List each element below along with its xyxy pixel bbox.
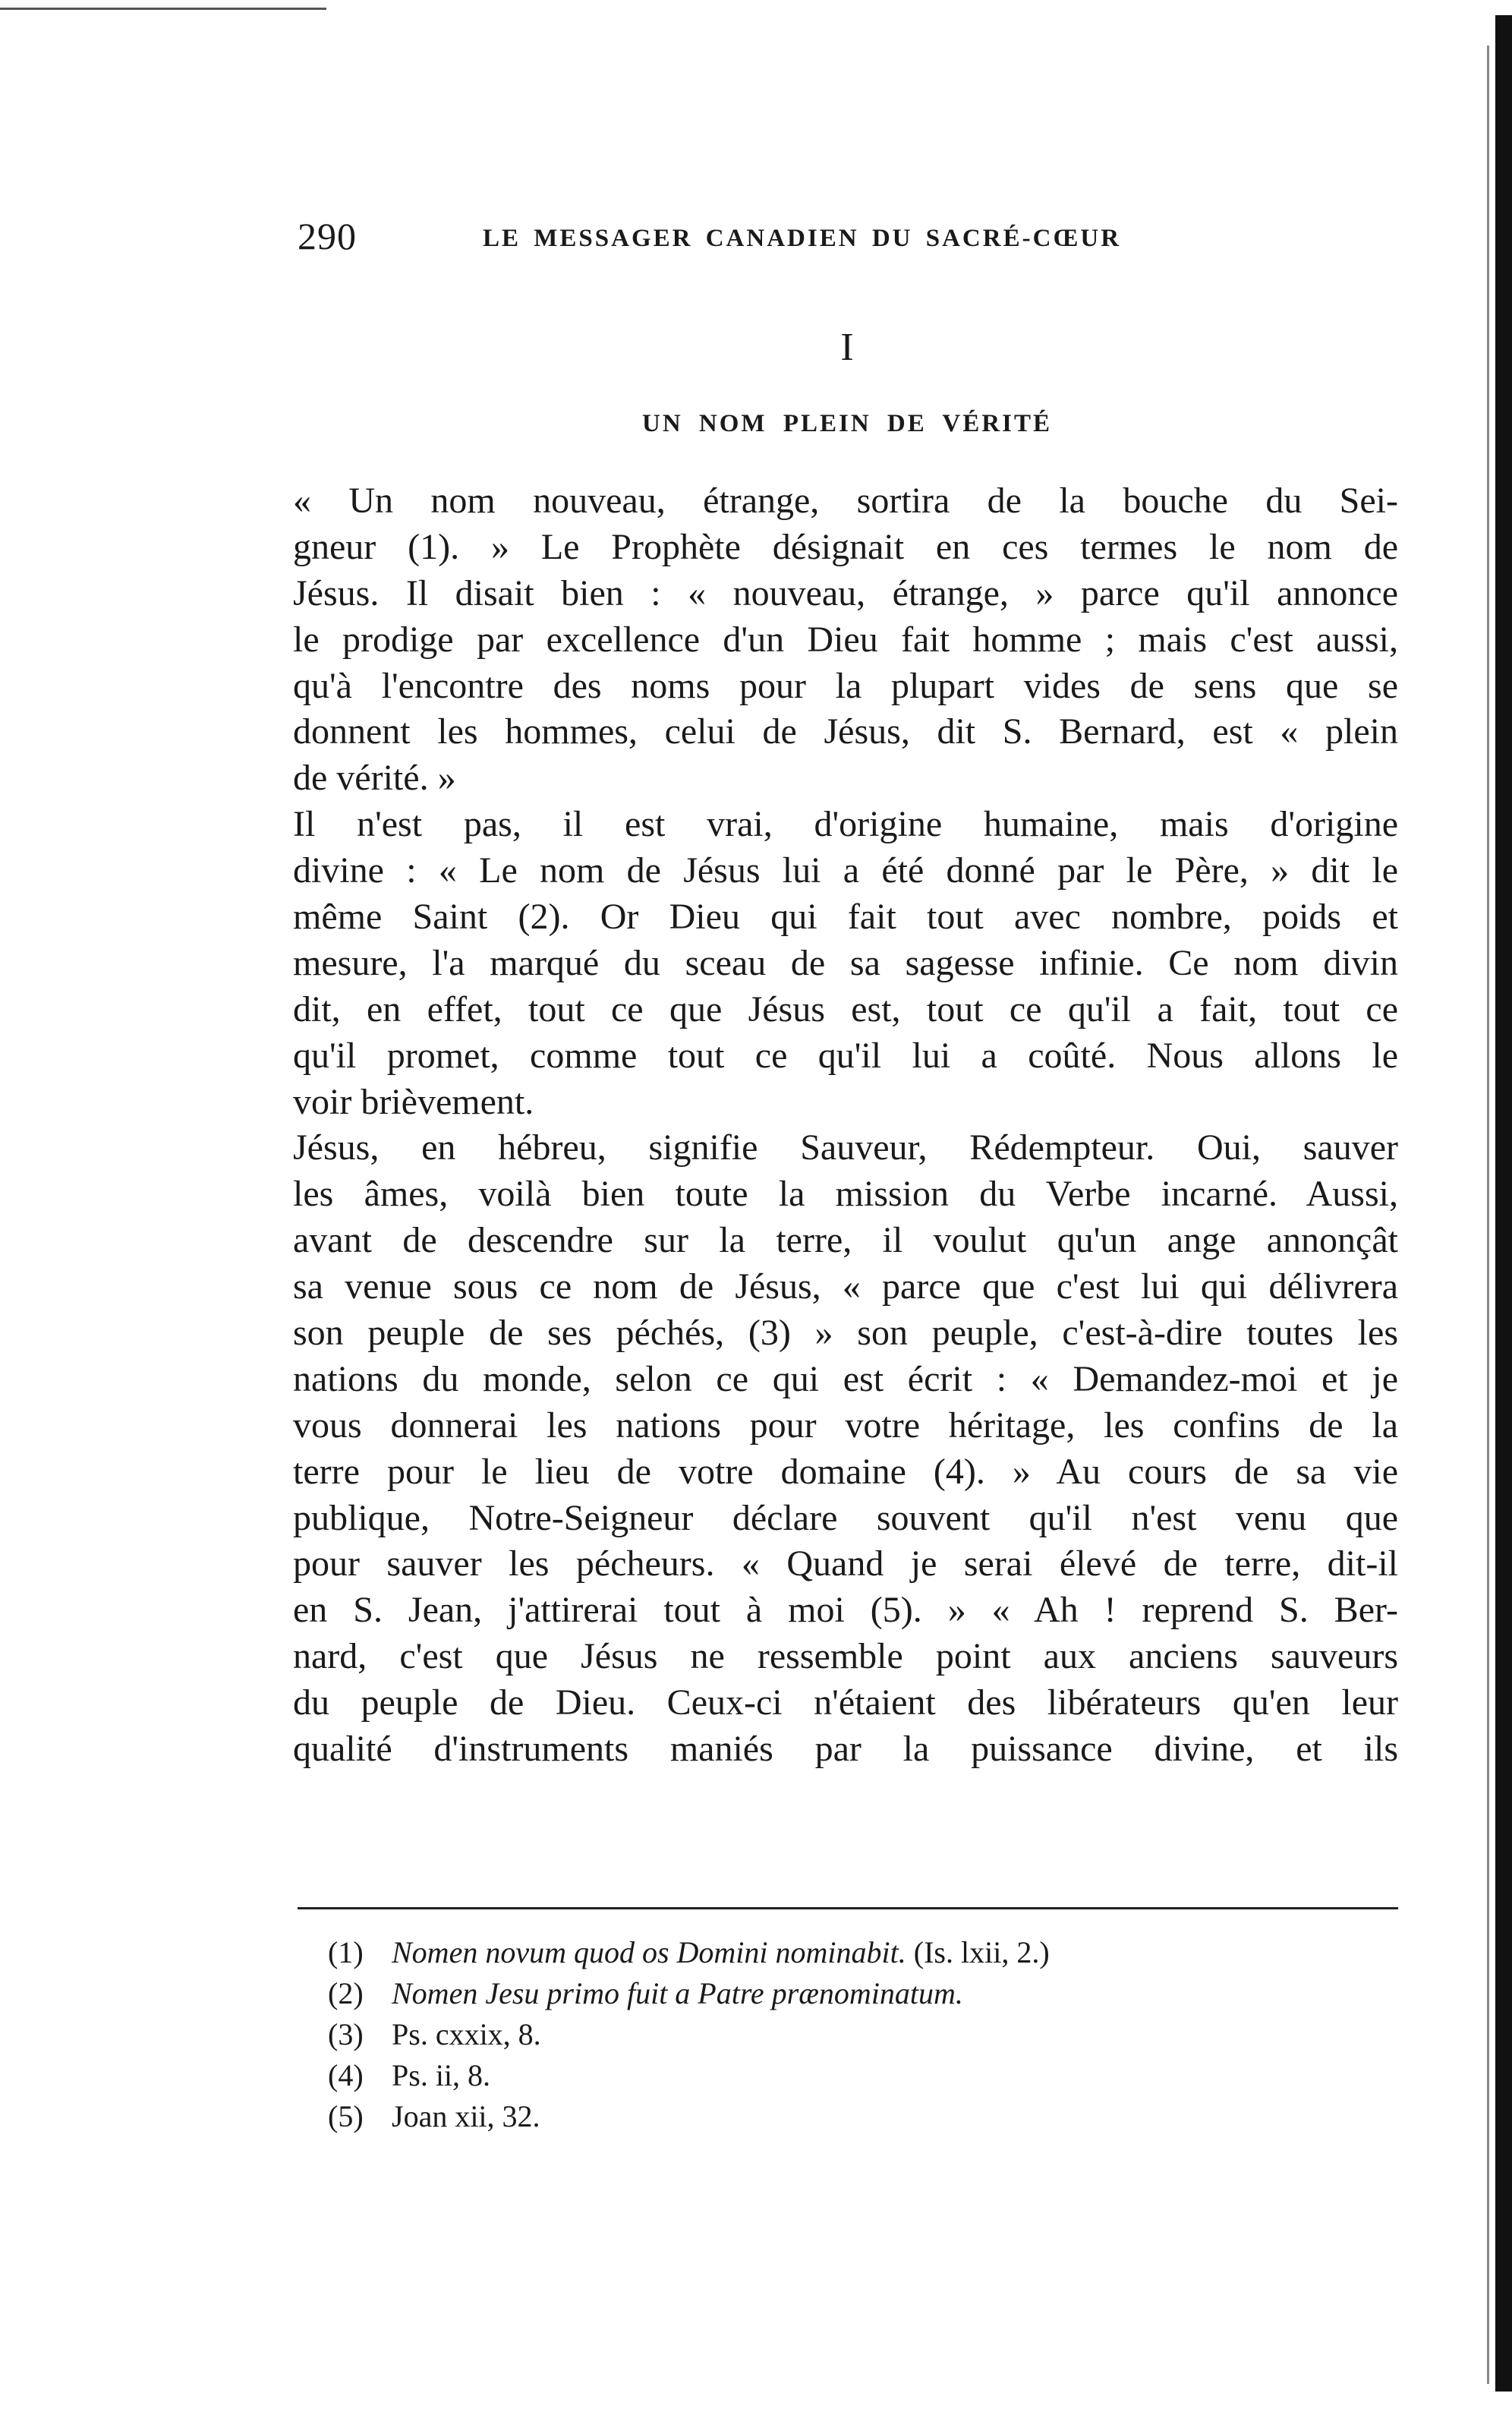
footnote-number: (4) (328, 2058, 364, 2092)
body-line: qu'à l'encontre des noms pour la plupart vides de sens que se (293, 665, 1398, 706)
footnote-text: (Is. lxii, 2.) (906, 1935, 1050, 1969)
body-line: sa venue sous ce nom de Jésus, « parce que c'est lui qui délivrera (293, 1266, 1398, 1307)
body-line: les âmes, voilà bien toute la mission du Verbe incarné. Aussi, (293, 1174, 1398, 1215)
body-text (293, 478, 1398, 1773)
body-line: Il n'est pas, il est vrai, d'origine humaine, mais d'origine (293, 804, 1398, 845)
footnote-italic: Nomen Jesu primo fuit a Patre prænominatum. (392, 1976, 963, 2010)
body-line: Jésus, en hébreu, signifie Sauveur, Rédempteur. Oui, sauver (293, 1127, 1398, 1168)
footnote-text: Joan xii, 32. (392, 2099, 540, 2133)
section-numeral: I (840, 326, 854, 369)
body-line: nations du monde, selon ce qui est écrit : « Demandez-moi et je (293, 1358, 1398, 1399)
body-line: qu'il promet, comme tout ce qu'il lui a coûté. Nous allons le (293, 1035, 1398, 1076)
page-number: 290 (298, 215, 357, 257)
body-line: dit, en effet, tout ce que Jésus est, tout ce qu'il a fait, tout ce (293, 988, 1398, 1029)
body-line: en S. Jean, j'attirerai tout à moi (5). » « Ah ! reprend S. Ber- (293, 1590, 1398, 1631)
body-line: de vérité. » (293, 758, 456, 799)
body-line: mesure, l'a marqué du sceau de sa sagesse infinie. Ce nom divin (293, 942, 1398, 983)
footnote-rule (298, 1907, 1398, 1909)
body-line: donnent les hommes, celui de Jésus, dit S. Bernard, est « plein (293, 711, 1398, 752)
footnotes (328, 1932, 1315, 2137)
body-line: son peuple de ses péchés, (3) » son peuple, c'est-à-dire toutes les (293, 1313, 1398, 1354)
body-line: même Saint (2). Or Dieu qui fait tout avec nombre, poids et (293, 897, 1398, 938)
scan-right-edge (1495, 15, 1512, 2392)
footnote (328, 1932, 1315, 1973)
scan-right-edge-line (1487, 46, 1489, 2384)
body-line: nard, c'est que Jésus ne ressemble point aux anciens sauveurs (293, 1636, 1398, 1677)
body-line: voir brièvement. (293, 1081, 534, 1122)
footnote (328, 2096, 1315, 2137)
body-line: pour sauver les pécheurs. « Quand je serai élevé de terre, dit-il (293, 1543, 1398, 1584)
footnote-text: Ps. ii, 8. (392, 2058, 491, 2092)
footnote (328, 2014, 1315, 2055)
section-title: UN NOM PLEIN DE VÉRITÉ (642, 410, 1052, 437)
body-line: publique, Notre-Seigneur déclare souvent qu'il n'est venu que (293, 1497, 1398, 1538)
footnote (328, 2055, 1315, 2096)
body-line: vous donnerai les nations pour votre héritage, les confins de la (293, 1405, 1398, 1446)
scan-top-rule (0, 8, 326, 10)
footnote (328, 1973, 1315, 2014)
footnote-number: (5) (328, 2099, 364, 2133)
footnote-number: (1) (328, 1935, 364, 1969)
page-header (298, 214, 1398, 267)
body-line: le prodige par excellence d'un Dieu fait homme ; mais c'est aussi, (293, 619, 1398, 660)
running-title: LE MESSAGER CANADIEN DU SACRÉ-CŒUR (483, 225, 1122, 252)
body-line: avant de descendre sur la terre, il voulut qu'un ange annonçât (293, 1220, 1398, 1261)
body-line: qualité d'instruments maniés par la puissance divine, et ils (293, 1729, 1398, 1770)
body-line: du peuple de Dieu. Ceux-ci n'étaient des libérateurs qu'en leur (293, 1682, 1398, 1723)
footnote-number: (2) (328, 1976, 364, 2010)
footnote-text: Ps. cxxix, 8. (392, 2017, 541, 2051)
footnote-italic: Nomen novum quod os Domini nominabit. (392, 1935, 906, 1969)
body-line: gneur (1). » Le Prophète désignait en ces termes le nom de (293, 526, 1398, 567)
body-line: Jésus. Il disait bien : « nouveau, étrange, » parce qu'il annonce (293, 572, 1398, 613)
body-line: « Un nom nouveau, étrange, sortira de la bouche du Sei- (293, 481, 1398, 521)
footnote-number: (3) (328, 2017, 364, 2051)
body-line: terre pour le lieu de votre domaine (4). » Au cours de sa vie (293, 1451, 1398, 1492)
body-line: divine : « Le nom de Jésus lui a été donné par le Père, » dit le (293, 850, 1398, 891)
